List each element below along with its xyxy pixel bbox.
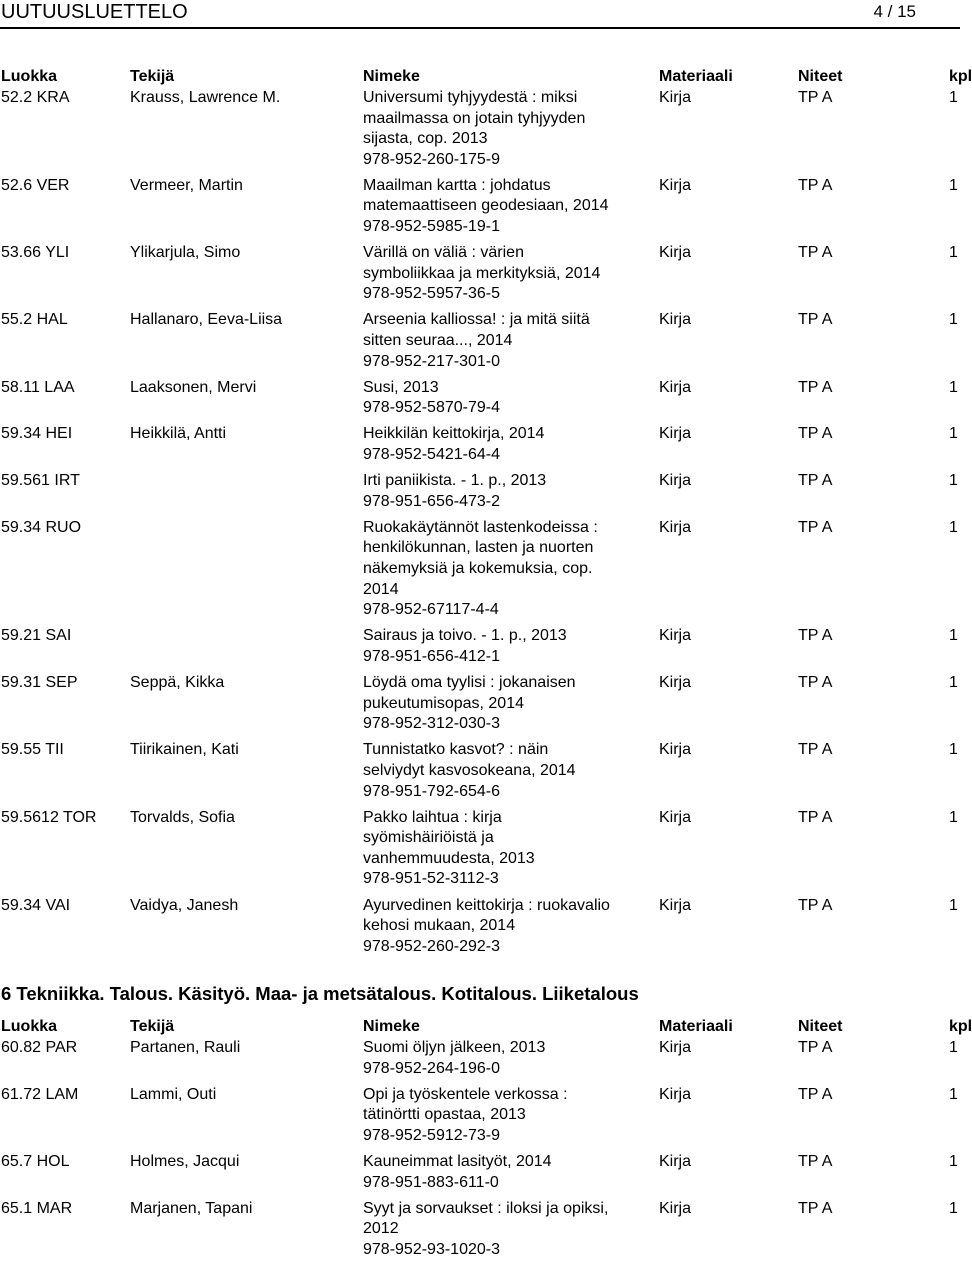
document-title: UUTUUSLUETTELO: [1, 1, 188, 23]
table-row: [0, 673, 960, 740]
copy-count: 1: [949, 896, 958, 914]
isbn: 978-951-52-3112-3: [363, 870, 499, 888]
title-cell: [363, 378, 653, 419]
classification-code: 59.34 HEI: [1, 425, 73, 443]
column-header-niteet: Niteet: [798, 1018, 843, 1035]
material-type: Kirja: [659, 378, 692, 396]
page-header: [0, 0, 960, 26]
table-row: [0, 471, 960, 518]
copies-location: TP A: [798, 627, 833, 645]
title-line: Kauneimmat lasityöt, 2014: [363, 1152, 552, 1170]
author: Vermeer, Martin: [130, 176, 243, 194]
copies-location: TP A: [798, 674, 833, 692]
isbn: 978-952-5957-36-5: [363, 285, 500, 303]
table-row: [0, 626, 960, 673]
title-cell: [363, 1038, 653, 1079]
copy-count: 1: [949, 176, 958, 194]
material-type: Kirja: [659, 741, 692, 759]
classification-code: 52.6 VER: [1, 176, 70, 194]
classification-code: 59.31 SEP: [1, 674, 78, 692]
copies-location: TP A: [798, 1085, 833, 1103]
material-type: Kirja: [659, 627, 692, 645]
title-cell: [363, 471, 653, 512]
title-cell: [363, 176, 653, 238]
author: Heikkilä, Antti: [130, 425, 227, 443]
title-cell: [363, 808, 653, 890]
material-type: Kirja: [659, 1152, 692, 1170]
table-header: [0, 66, 972, 88]
title-line: selviydyt kasvosokeana, 2014: [363, 761, 576, 779]
isbn: 978-951-656-473-2: [363, 492, 500, 510]
title-line: Syyt ja sorvaukset : iloksi ja opiksi,: [363, 1199, 609, 1217]
copy-count: 1: [949, 311, 958, 329]
table-row: [0, 1199, 960, 1266]
title-line: kehosi mukaan, 2014: [363, 917, 516, 935]
copies-location: TP A: [798, 378, 833, 396]
isbn: 978-952-260-175-9: [363, 150, 500, 168]
title-line: Irti paniikista. - 1. p., 2013: [363, 472, 547, 490]
isbn: 978-952-264-196-0: [363, 1059, 500, 1077]
title-line: Heikkilän keittokirja, 2014: [363, 425, 545, 443]
material-type: Kirja: [659, 472, 692, 490]
classification-code: 55.2 HAL: [1, 311, 68, 329]
classification-code: 52.2 KRA: [1, 89, 70, 106]
author: Laaksonen, Mervi: [130, 378, 257, 396]
title-line: Opi ja työskentele verkossa :: [363, 1085, 568, 1103]
isbn: 978-951-656-412-1: [363, 647, 500, 665]
material-type: Kirja: [659, 1085, 692, 1103]
column-header-niteet: Niteet: [798, 68, 843, 85]
column-header-kpl: kpl: [949, 68, 972, 85]
title-line: pukeutumisopas, 2014: [363, 694, 524, 712]
material-type: Kirja: [659, 674, 692, 692]
title-line: vanhemmuudesta, 2013: [363, 849, 535, 867]
title-cell: [363, 626, 653, 667]
column-header-materiaali: Materiaali: [659, 68, 733, 85]
column-header-tekija: Tekijä: [130, 1018, 175, 1035]
isbn: 978-951-792-654-6: [363, 782, 500, 800]
material-type: Kirja: [659, 176, 692, 194]
title-line: Maailman kartta : johdatus: [363, 176, 551, 194]
material-type: Kirja: [659, 1039, 692, 1056]
column-header-nimeke: Nimeke: [363, 68, 420, 85]
material-type: Kirja: [659, 518, 692, 536]
classification-code: 59.5612 TOR: [1, 808, 97, 826]
column-header-luokka: Luokka: [1, 1018, 58, 1035]
page-number: 4 / 15: [873, 2, 916, 21]
title-line: symboliikkaa ja merkityksiä, 2014: [363, 264, 601, 282]
column-header-materiaali: Materiaali: [659, 1018, 733, 1035]
title-line: Arseenia kalliossa! : ja mitä siitä: [363, 311, 590, 329]
table-row: [0, 243, 960, 310]
title-line: Värillä on väliä : värien: [363, 244, 524, 262]
material-type: Kirja: [659, 244, 692, 262]
isbn: 978-952-5985-19-1: [363, 218, 500, 236]
title-line: Ruokakäytännöt lastenkodeissa :: [363, 518, 598, 536]
copy-count: 1: [949, 89, 958, 106]
title-line: Pakko laihtua : kirja: [363, 808, 502, 826]
author: Partanen, Rauli: [130, 1039, 241, 1056]
column-header-luokka: Luokka: [1, 68, 58, 85]
title-line: sitten seuraa..., 2014: [363, 332, 513, 350]
column-header-kpl: kpl: [949, 1018, 972, 1035]
title-cell: [363, 310, 653, 372]
isbn: 978-952-260-292-3: [363, 937, 500, 955]
classification-code: 53.66 YLI: [1, 244, 70, 262]
table-row: [0, 808, 960, 896]
copies-location: TP A: [798, 472, 833, 490]
title-line: Suomi öljyn jälkeen, 2013: [363, 1039, 546, 1056]
copies-location: TP A: [798, 425, 833, 443]
copies-location: TP A: [798, 244, 833, 262]
title-line: henkilökunnan, lasten ja nuorten: [363, 539, 594, 557]
table-row: [0, 740, 960, 807]
copies-location: TP A: [798, 518, 833, 536]
classification-code: 61.72 LAM: [1, 1085, 79, 1103]
copy-count: 1: [949, 1085, 958, 1103]
classification-code: 65.1 MAR: [1, 1199, 73, 1217]
material-type: Kirja: [659, 808, 692, 826]
material-type: Kirja: [659, 311, 692, 329]
classification-code: 58.11 LAA: [1, 378, 75, 396]
copy-count: 1: [949, 674, 958, 692]
author: Krauss, Lawrence M.: [130, 89, 281, 106]
title-line: 2014: [363, 580, 399, 598]
column-header-nimeke: Nimeke: [363, 1018, 420, 1035]
table-row: [0, 424, 960, 471]
copy-count: 1: [949, 1199, 958, 1217]
copy-count: 1: [949, 244, 958, 262]
table-row: [0, 1152, 960, 1199]
author: Tiirikainen, Kati: [130, 741, 239, 759]
title-cell: [363, 243, 653, 305]
classification-code: 59.21 SAI: [1, 627, 72, 645]
title-cell: [363, 1152, 653, 1193]
classification-code: 59.34 RUO: [1, 518, 82, 536]
material-type: Kirja: [659, 896, 692, 914]
header-rule: [0, 27, 960, 29]
material-type: Kirja: [659, 425, 692, 443]
title-cell: [363, 1085, 653, 1147]
copies-location: TP A: [798, 808, 833, 826]
title-cell: [363, 896, 653, 958]
title-line: Universumi tyhjyydestä : miksi: [363, 89, 578, 106]
table-row: [0, 378, 960, 425]
copy-count: 1: [949, 472, 958, 490]
author: Lammi, Outi: [130, 1085, 217, 1103]
copy-count: 1: [949, 1039, 958, 1056]
column-header-tekija: Tekijä: [130, 68, 175, 85]
copies-location: TP A: [798, 1039, 833, 1056]
table-row: [0, 1038, 960, 1085]
author: Vaidya, Janesh: [130, 896, 239, 914]
isbn: 978-952-5912-73-9: [363, 1126, 500, 1144]
copies-location: TP A: [798, 176, 833, 194]
author: Seppä, Kikka: [130, 674, 225, 692]
copies-location: TP A: [798, 741, 833, 759]
copies-location: TP A: [798, 89, 833, 106]
title-line: näkemyksiä ja kokemuksia, cop.: [363, 560, 593, 578]
author: Holmes, Jacqui: [130, 1152, 240, 1170]
title-line: syömishäiriöistä ja: [363, 829, 494, 847]
title-line: Löydä oma tyylisi : jokanaisen: [363, 674, 576, 692]
isbn: 978-952-217-301-0: [363, 352, 500, 370]
classification-code: 59.34 VAI: [1, 896, 71, 914]
copy-count: 1: [949, 425, 958, 443]
title-line: tätinörtti opastaa, 2013: [363, 1106, 526, 1124]
copy-count: 1: [949, 808, 958, 826]
catalog-section-2: [0, 982, 972, 1266]
table-row: [0, 1085, 960, 1152]
title-cell: [363, 88, 653, 170]
title-line: 2012: [363, 1220, 399, 1238]
title-line: Ayurvedinen keittokirja : ruokavalio: [363, 896, 610, 914]
isbn: 978-952-312-030-3: [363, 715, 500, 733]
copies-location: TP A: [798, 896, 833, 914]
catalog-rows: [0, 88, 960, 963]
isbn: 978-952-5421-64-4: [363, 446, 500, 464]
material-type: Kirja: [659, 1199, 692, 1217]
copy-count: 1: [949, 1152, 958, 1170]
copy-count: 1: [949, 518, 958, 536]
author: Hallanaro, Eeva-Liisa: [130, 311, 283, 329]
copy-count: 1: [949, 741, 958, 759]
table-row: [0, 310, 960, 377]
classification-code: 60.82 PAR: [1, 1039, 78, 1056]
table-header: [0, 1016, 972, 1038]
title-line: Susi, 2013: [363, 378, 439, 396]
section-heading: 6 Tekniikka. Talous. Käsityö. Maa- ja metsätalous. Kotitalous. Liiketalous: [1, 983, 639, 1004]
copy-count: 1: [949, 627, 958, 645]
catalog-section-1: [0, 66, 972, 963]
classification-code: 59.561 IRT: [1, 472, 80, 490]
author: Marjanen, Tapani: [130, 1199, 253, 1217]
copies-location: TP A: [798, 1199, 833, 1217]
table-row: [0, 176, 960, 243]
title-cell: [363, 424, 653, 465]
classification-code: 65.7 HOL: [1, 1152, 70, 1170]
isbn: 978-952-5870-79-4: [363, 399, 500, 417]
table-row: [0, 896, 960, 963]
title-line: sijasta, cop. 2013: [363, 130, 488, 148]
title-line: maailmassa on jotain tyhjyyden: [363, 109, 586, 127]
title-cell: [363, 1199, 653, 1261]
table-row: [0, 88, 960, 176]
copy-count: 1: [949, 378, 958, 396]
title-cell: [363, 740, 653, 802]
table-row: [0, 518, 960, 627]
title-line: matemaattiseen geodesiaan, 2014: [363, 197, 609, 215]
title-cell: [363, 673, 653, 735]
isbn: 978-952-93-1020-3: [363, 1240, 500, 1258]
title-line: Sairaus ja toivo. - 1. p., 2013: [363, 627, 567, 645]
isbn: 978-952-67117-4-4: [363, 601, 499, 619]
catalog-rows: [0, 1038, 960, 1266]
author: Torvalds, Sofia: [130, 808, 235, 826]
author: Ylikarjula, Simo: [130, 244, 241, 262]
material-type: Kirja: [659, 89, 692, 106]
title-cell: [363, 518, 653, 621]
isbn: 978-951-883-611-0: [363, 1173, 499, 1191]
copies-location: TP A: [798, 311, 833, 329]
classification-code: 59.55 TII: [1, 741, 64, 759]
copies-location: TP A: [798, 1152, 833, 1170]
title-line: Tunnistatko kasvot? : näin: [363, 741, 549, 759]
